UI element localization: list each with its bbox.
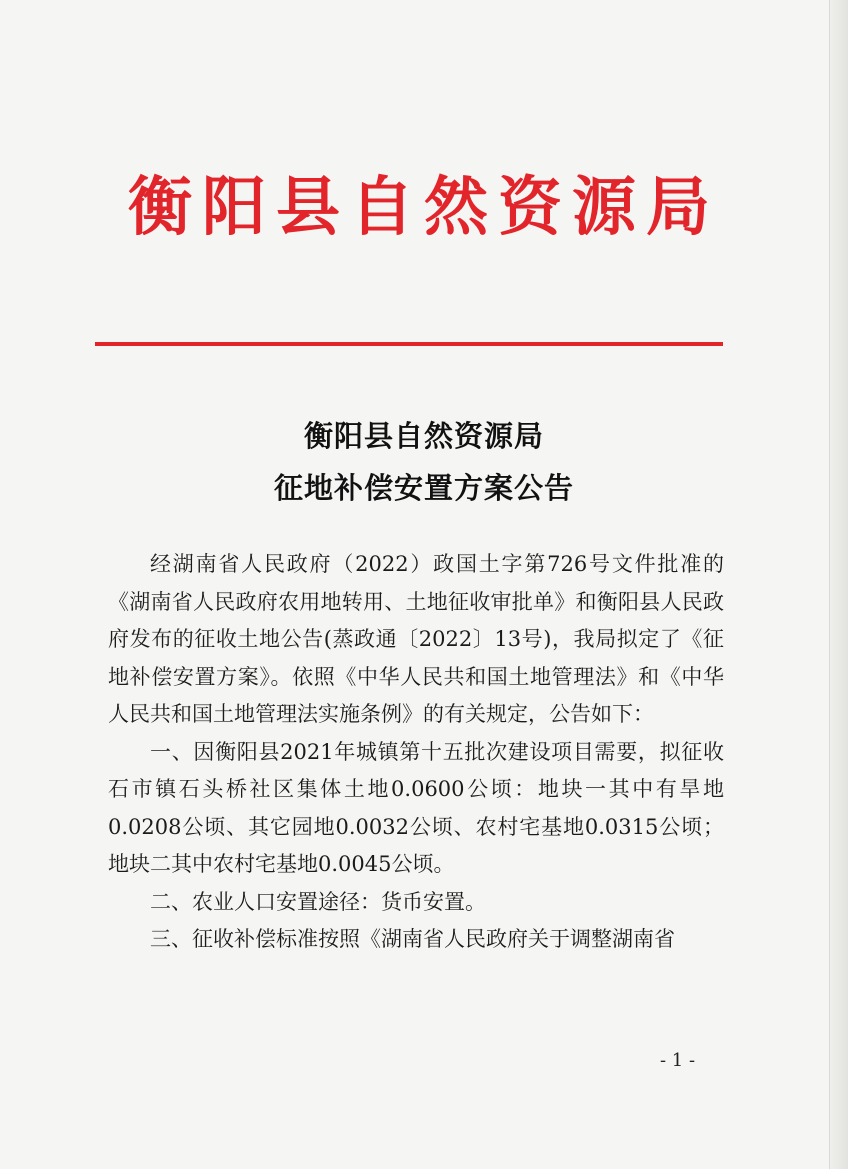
paragraph-item-2: 二、农业人口安置途径：货币安置。 xyxy=(150,889,486,914)
paragraph-item-3: 三、征收补偿标准按照《湖南省人民政府关于调整湖南省 xyxy=(150,927,675,951)
paragraph-intro: 经湖南省人民政府（2022）政国土字第726号文件批准的《湖南省人民政府农用地转用、土地征收审批单》和衡阳县人民政府发布的征收土地公告(蒸政通〔2022〕13号)，我局拟定了《征地补偿安置方案》。依照《中华人民共和国土地管理法》和《中华人民共和国土地管理法实施条例》的有关规定，公告如下： xyxy=(108,552,724,726)
document-title-line2: 征地补偿安置方案公告 xyxy=(273,471,574,505)
document-title-line1: 衡阳县自然资源局 xyxy=(303,419,544,453)
masthead: 衡阳县自然资源局 xyxy=(128,170,720,245)
page-number: - 1 - xyxy=(660,1050,696,1071)
red-divider xyxy=(95,342,723,346)
paragraph-item-1: 一、因衡阳县2021年城镇第十五批次建设项目需要，拟征收石市镇石头桥社区集体土地0.0600公顷：地块一其中有旱地0.0208公顷、其它园地0.0032公顷、农村宅基地0.0315公顷；地块二其中农村宅基地0.0045公顷。 xyxy=(108,739,724,876)
document-body xyxy=(108,546,724,959)
